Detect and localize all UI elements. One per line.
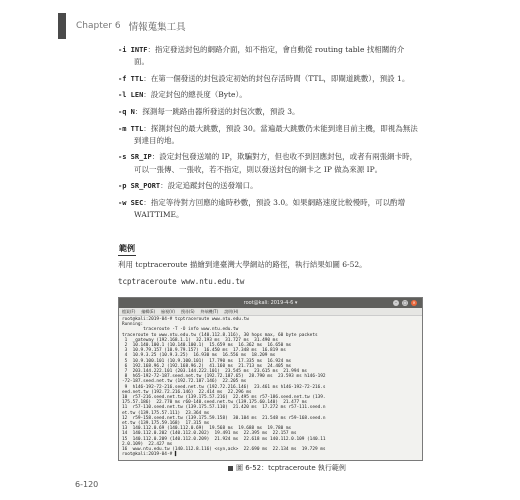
terminal-line: 10 r57-216.seed.net.tw (139.175.57.216) 22.495 ms r57-186.seed.net.tw (139. [122, 395, 326, 401]
terminal-line: Running: [122, 322, 144, 328]
menu-terminal[interactable]: 終端機(T) [200, 309, 219, 314]
option-flag: -i INTF [118, 46, 148, 54]
option-desc: ：在第一個發送的封包設定初始的封包存活時間（TTL，即閘道跳數），預設 1。 [143, 73, 410, 83]
terminal-line: et.tw (139.175.57.111) 23.364 ms [122, 410, 210, 416]
terminal-line: 6 192.168.96.2 (192.168.96.2) 41.160 ms 21.713 ms 24.405 ms [122, 363, 292, 369]
terminal-line: 5 10.9.100.101 (10.9.100.101) 17.790 ms 17.335 ms 16.924 ms [122, 358, 292, 364]
option-flag: -s SR_IP [118, 153, 152, 162]
option-desc: ：指定發送封包的網路介面，如不指定，會自動從 routing table 找相關的介面。 [134, 45, 405, 67]
terminal-line: et.tw (139.175.59.168) 17.315 ms [122, 421, 210, 427]
caption-marker [228, 466, 233, 471]
terminal-line: root@kali:2019-04-# tcptraceroute www.ntu.edu.tw [122, 317, 249, 322]
chapter-label: Chapter 6 [76, 21, 121, 31]
terminal-line: 175.57.186) 22.770 ms r60-140.seed.net.tw (139.175.60.140) 21.477 ms [122, 400, 308, 406]
option-flag: -m TTL [118, 124, 144, 133]
terminal-line: traceroute -T -O info www.ntu.edu.tw [122, 327, 239, 333]
option-item [118, 73, 418, 85]
option-item [118, 106, 418, 118]
menu-help[interactable]: 說明(H) [224, 309, 239, 314]
terminal-line: 9 h146-192-72-216.seed.net.tw (192.72.216.146) 23.461 ms h146-192-72-216.s [122, 384, 326, 390]
option-desc: ：指定等待對方回應的逾時秒數，預設 3.0。如果網路速度比較慢時，可以酌增 WAITTIME。 [134, 197, 406, 219]
menu-file[interactable]: 檔案(F) [122, 309, 136, 314]
terminal-line: 8 h65-192-72-187.seed.net.tw (192.72.187.65) 28.790 ms 23.593 ms h146-192 [122, 374, 326, 380]
terminal-line: 4 10.9.3.25 (10.9.3.25) 16.930 ms 16.556 ms 18.209 ms [122, 353, 276, 359]
terminal-line: 13 140.112.0.69 (140.112.0.69) 19.568 ms 19.688 ms 19.780 ms [122, 426, 292, 432]
example-description: 利用 tcptraceroute 描繪到達臺灣大學網站的路徑，執行結果如圖 6-52。 [118, 260, 367, 269]
example-command: tcptraceroute www.ntu.edu.tw [118, 277, 245, 286]
chapter-header [58, 13, 186, 39]
option-flag: -f TTL [118, 74, 144, 83]
example-heading: 範例 [118, 243, 136, 256]
terminal-titlebar [119, 298, 422, 308]
terminal-screenshot [118, 297, 423, 461]
terminal-title: root@kali: 2019-4-6 ▾ [243, 300, 298, 306]
option-item [118, 123, 418, 147]
option-flag: -l LEN [118, 91, 144, 100]
option-item [118, 89, 418, 101]
terminal-line: eed.net.tw (192.72.216.146) 22.414 ms 22.296 ms [122, 389, 252, 395]
window-controls [393, 300, 417, 306]
option-desc: ：探測封包的最大跳數，預設 30。當遍最大跳數仍未能到達目前主機，即視為無法到達目的地。 [134, 123, 418, 145]
option-item [118, 44, 418, 68]
chapter-title: 情報蒐集工具 [128, 22, 186, 33]
terminal-line: traceroute to www.ntu.edu.tw (140.112.8.116), 30 hops max, 60 byte packets [122, 332, 318, 338]
menu-edit[interactable]: 編輯(E) [141, 309, 156, 314]
header-bar [58, 13, 66, 39]
option-item [118, 197, 418, 221]
terminal-line: 11 r57-110.seed.net.tw (139.175.57.110) 21.420 ms 17.272 ms r57-111.seed.n [122, 405, 326, 411]
terminal-line: 15 140.112.0.209 (140.112.0.209) 21.924 ms 22.618 ms 140.112.0.109 (140.11 [122, 436, 326, 442]
minimize-icon[interactable]: – [395, 300, 397, 305]
close-icon[interactable]: × [412, 300, 416, 305]
caption-text: 圖 6-52：tcptraceroute 執行範例 [236, 464, 346, 472]
terminal-line: 7 203.144.222.101 (203.144.222.101) 23.545 ms 23.615 ms 21.994 ms [122, 369, 308, 375]
terminal-line: 2.0.109) 22.427 ms [122, 441, 173, 447]
terminal-menubar [119, 308, 422, 316]
terminal-output[interactable] [119, 316, 422, 458]
menu-view[interactable]: 檢視(V) [161, 309, 175, 314]
maximize-icon[interactable]: □ [403, 300, 407, 305]
option-item [118, 151, 418, 175]
terminal-line: root@kali:2019-04-# ▌ [122, 452, 178, 458]
terminal-line: 1 _gateway (192.168.1.1) 32.193 ms 31.727 ms 31.490 ms [122, 337, 278, 343]
menu-search[interactable]: 搜尋(S) [180, 309, 195, 314]
page-number: 6-120 [75, 480, 99, 489]
terminal-line: 14 140.112.0.202 (140.112.0.202) 19.491 ms 22.395 ms 22.157 ms [122, 431, 297, 437]
option-flag: -p SR_PORT [118, 182, 161, 191]
figure-caption [228, 463, 346, 473]
option-desc: ：設定封包發送端的 IP，欺騙對方，但也收不到回應封包，或者有兩張網卡時，可以一張傳、一張收，若不指定，則以發送封包的網卡之 IP 做為來源 IP。 [134, 152, 418, 174]
terminal-line: -72-187.seed.net.tw (192.72.187.146) 22.205 ms [122, 379, 247, 385]
option-desc: ：探測每一跳路由器所發送的封包次數，預設 3。 [134, 106, 300, 116]
terminal-line: 16 www.ntu.edu.tw (140.112.8.116) <syn,ack> 22.690 ms 22.134 ms 19.729 ms [122, 447, 326, 453]
option-desc: ：設定追蹤封包的送發端口。 [160, 181, 258, 191]
option-flag: -q N [118, 107, 135, 116]
terminal-line: 12 r59-158.seed.net.tw (139.175.59.158) 30.104 ms 21.548 ms r59-168.seed.n [122, 415, 326, 421]
terminal-line: 2 10.140.100.1 (10.140.100.1) 15.659 ms 16.362 ms 16.650 ms [122, 343, 292, 349]
option-desc: ：設定封包的總長度（Byte）。 [143, 90, 247, 100]
option-list [118, 44, 418, 226]
option-flag: -w SEC [118, 198, 144, 207]
terminal-line: 3 10.9.79.157 (10.9.79.157) 16.450 ms 17.348 ms 16.819 ms [122, 348, 286, 354]
option-item [118, 180, 418, 192]
